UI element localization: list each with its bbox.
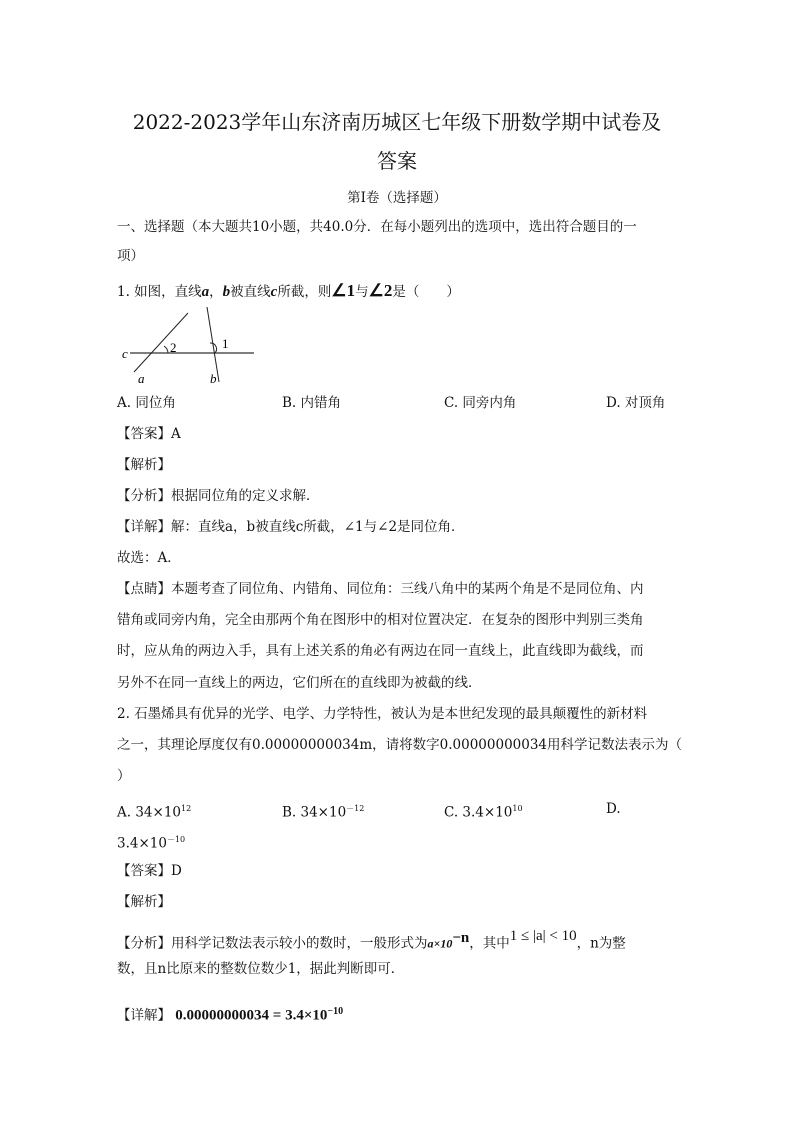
q1-option-a: A. 同位角: [117, 395, 176, 411]
q1-comment: 另外不在同一直线上的两边，它们所在的直线即为被截的线．: [117, 675, 482, 691]
q2-stem: 之一，其理论厚度仅有0.00000000034m，请将数字0.00000000034用科学记数法表示为（: [117, 737, 683, 753]
label-b: b: [210, 371, 217, 386]
q1-fenxi: 【分析】根据同位角的定义求解．: [117, 488, 320, 504]
q2-option-d-value: $3.4\times 10^{-10}$: [117, 835, 186, 852]
q2-option-c: C. $3.4\times 10^{10}$: [444, 804, 523, 821]
q2-option-a: A. $34\times 10^{12}$: [117, 804, 192, 821]
q1-answer: 【答案】A: [117, 426, 181, 442]
section-heading: 第I卷（选择题）: [347, 190, 447, 206]
q1-comment: 错角或同旁内角，完全由那两个角在图形中的相对位置决定．在复杂的图形中判别三类角: [117, 612, 644, 628]
q1-comment: 【点睛】本题考查了同位角、内错角、同位角：三线八角中的某两个角是不是同位角、内: [117, 581, 644, 597]
q1-figure: [118, 305, 258, 387]
title-line-1: 2022-2023学年山东济南历城区七年级下册数学期中试卷及: [132, 110, 662, 134]
q2-option-b: B. $34\times 10^{-12}$: [282, 804, 365, 821]
q1-option-b: B. 内错角: [282, 395, 342, 411]
label-a: a: [138, 371, 145, 386]
part-heading-cont: 项）: [117, 248, 144, 264]
label-c: c: [122, 346, 128, 361]
q1-analysis: 【解析】: [117, 457, 171, 473]
q2-answer: 【答案】D: [117, 863, 182, 879]
q1-stem: 1. 如图，直线a，b被直线c所截，则∠1与∠2是（ ）: [117, 281, 460, 300]
label-1: 1: [222, 336, 229, 351]
q1-option-d: D. 对顶角: [606, 395, 666, 411]
q2-stem: 2. 石墨烯具有优异的光学、电学、力学特性，被认为是本世纪发现的最具颠覆性的新材料: [117, 706, 648, 722]
q2-option-d: D.: [606, 801, 621, 817]
part-heading: 一、选择题（本大题共10小题，共40.0分．在每小题列出的选项中，选出符合题目的一: [117, 219, 637, 235]
label-2: 2: [170, 340, 177, 355]
q2-xiangjie: 【详解】 $0.00000000034 = 3.4\times 10^{-10}$: [117, 1006, 344, 1024]
q1-conclusion: 故选：A．: [117, 550, 181, 566]
q2-fenxi: 【分析】用科学记数法表示较小的数时，一般形式为$a\times 10^{-n}$，其中1 ≤ |a| < 10，n为整: [117, 927, 626, 952]
q2-analysis: 【解析】: [117, 894, 171, 910]
title-line-2: 答案: [377, 149, 417, 173]
q1-comment: 时，应从角的两边入手，具有上述关系的角必有两边在同一直线上，此直线即为截线，而: [117, 643, 644, 659]
q1-option-c: C. 同旁内角: [444, 395, 517, 411]
q2-fenxi-cont: 数，且n比原来的整数位数少1，据此判断即可．: [117, 961, 405, 977]
q2-stem: ）: [117, 768, 131, 784]
q1-xiangjie: 【详解】解：直线a，b被直线c所截，∠1与∠2是同位角．: [117, 519, 465, 535]
